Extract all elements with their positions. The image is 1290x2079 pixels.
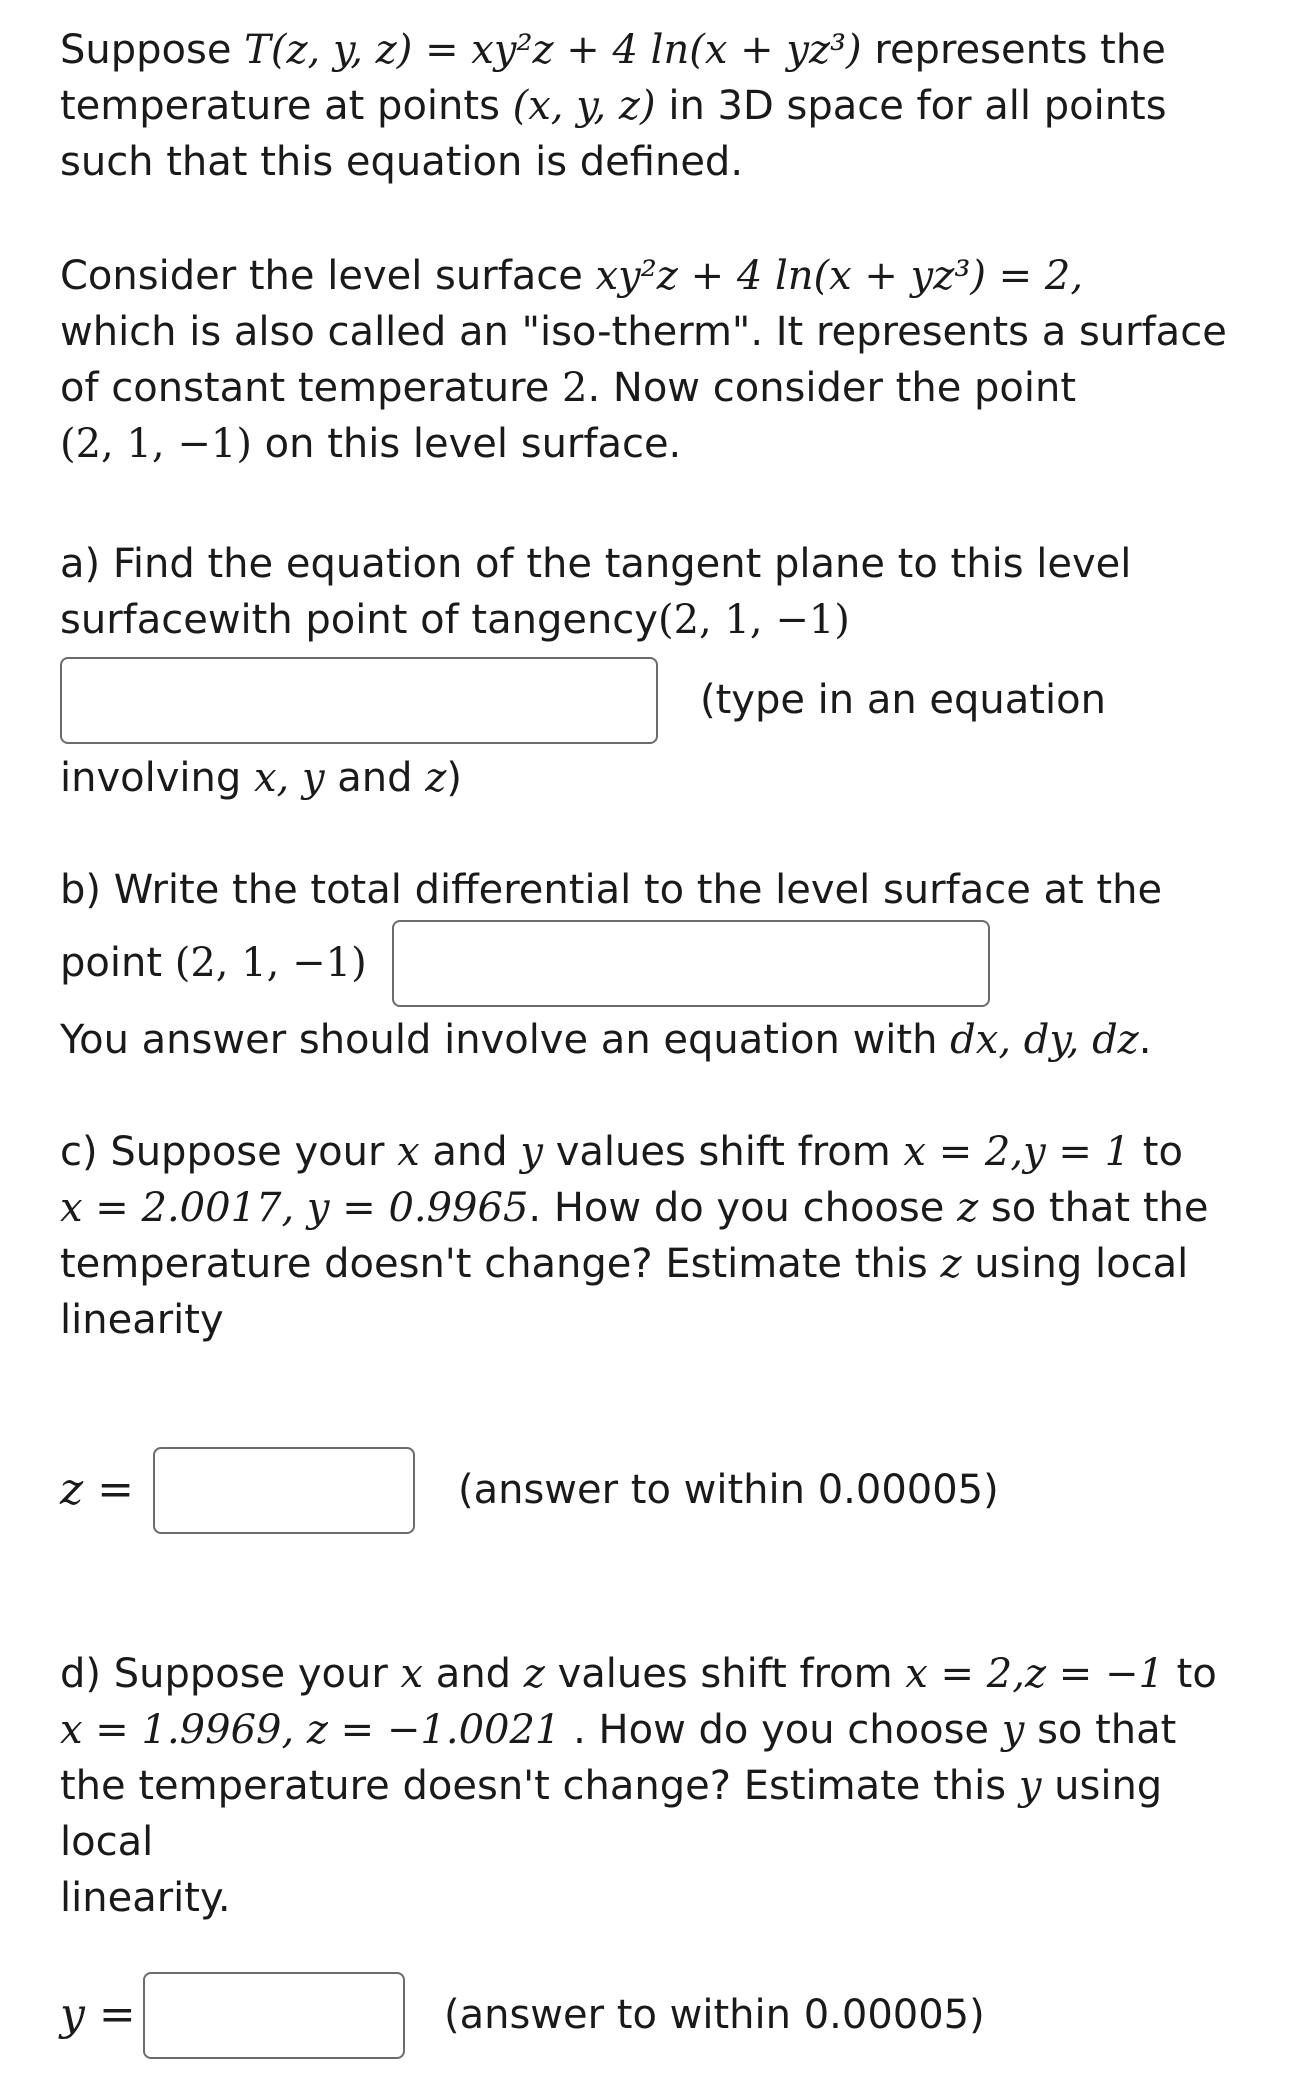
shifted-values: x = 2.0017, y = 0.9965 (60, 1185, 529, 1231)
point-of-interest: (2, 1, −1) (60, 421, 252, 467)
point-xyz: (x, y, z) (512, 83, 656, 129)
temperature-value: 2 (562, 365, 588, 411)
var-xy: x, y (253, 755, 325, 801)
differentials: dx, dy, dz (950, 1017, 1139, 1063)
part-a-question (60, 536, 1240, 648)
level-surface-paragraph (60, 248, 1240, 472)
part-b-text: point (60, 940, 175, 986)
var-z: z (957, 1185, 979, 1231)
var-x: x (397, 1129, 420, 1175)
tangency-point: (2, 1, −1) (657, 597, 850, 643)
part-d-text: to (1163, 1651, 1217, 1697)
var-z: z (940, 1241, 962, 1287)
part-d-text: and (423, 1651, 524, 1697)
part-b-note (60, 1012, 1240, 1068)
level-equation: xy²z + 4 ln(x + yz³) = 2, (595, 253, 1084, 299)
y-estimate-input[interactable] (143, 1972, 405, 2059)
part-a-hint: (type in an equation (700, 677, 1106, 723)
part-c-text: . How do you choose (528, 1185, 958, 1231)
tangent-plane-input[interactable] (60, 657, 658, 744)
var-z: z (425, 755, 447, 801)
part-d-text: values shift from (544, 1651, 906, 1697)
var-y: y (520, 1129, 543, 1175)
intro-text: Suppose (60, 27, 245, 73)
y-label: y = (60, 1989, 136, 2040)
initial-values: x = 2,z = −1 (905, 1651, 1164, 1697)
part-c-text: using local (961, 1241, 1189, 1287)
part-d-hint: (answer to within 0.00005) (444, 1992, 985, 2038)
intro-text: temperature at points (60, 83, 513, 129)
part-a-text: surfacewith point of tangency (60, 597, 658, 643)
part-d-text: using local (60, 1763, 1163, 1865)
part-c-text: and (419, 1129, 521, 1175)
differential-point: (2, 1, −1) (174, 940, 367, 986)
intro-text: such that this equation is defined. (60, 139, 744, 185)
part-b-text: . (1138, 1017, 1152, 1063)
part-b-text: b) Write the total differential to the level surface at the (60, 867, 1163, 913)
level-text: . Now consider the point (587, 365, 1077, 411)
part-b-point-line (60, 935, 440, 991)
part-a-text: and (324, 755, 426, 801)
part-d-text: so that (1024, 1707, 1177, 1753)
level-text: on this level surface. (251, 421, 682, 467)
level-text: of constant temperature (60, 365, 563, 411)
part-c-text: to (1130, 1129, 1183, 1175)
part-d-text: linearity. (60, 1875, 231, 1921)
level-text: Consider the level surface (60, 253, 596, 299)
intro-paragraph (60, 22, 1240, 190)
level-text: which is also called an "iso-therm". It represents a surface (60, 309, 1227, 355)
part-c-question (60, 1124, 1240, 1348)
var-y: y (1018, 1763, 1042, 1809)
var-y: y (1001, 1707, 1025, 1753)
var-x: x (400, 1651, 424, 1697)
part-a-text: a) Find the equation of the tangent plane to this level (60, 541, 1132, 587)
total-differential-input[interactable] (392, 920, 990, 1007)
part-d-text: d) Suppose your (60, 1651, 401, 1697)
part-d-text: the temperature doesn't change? Estimate this (60, 1763, 1019, 1809)
temperature-function: T(z, y, z) = xy²z + 4 ln(x + yz³) (244, 27, 862, 73)
part-a-text: involving (60, 755, 254, 801)
part-c-text: linearity (60, 1297, 224, 1343)
part-c-text: c) Suppose your (60, 1129, 398, 1175)
part-d-question (60, 1646, 1240, 1926)
intro-text: represents the (861, 27, 1166, 73)
var-z: z (523, 1651, 545, 1697)
intro-text: in 3D space for all points (655, 83, 1167, 129)
part-c-text: so that the (978, 1185, 1209, 1231)
part-d-text: . How do you choose (560, 1707, 1002, 1753)
part-a-text: ) (446, 755, 462, 801)
initial-values: x = 2,y = 1 (903, 1129, 1131, 1175)
z-estimate-input[interactable] (153, 1447, 415, 1534)
shifted-values: x = 1.9969, z = −1.0021 (60, 1707, 561, 1753)
part-c-text: values shift from (543, 1129, 904, 1175)
part-c-text: temperature doesn't change? Estimate this (60, 1241, 941, 1287)
z-label: z = (60, 1464, 135, 1515)
part-c-hint: (answer to within 0.00005) (458, 1467, 999, 1513)
part-b-question (60, 862, 1240, 918)
part-b-text: You answer should involve an equation with (60, 1017, 951, 1063)
part-a-involving (60, 750, 1240, 806)
